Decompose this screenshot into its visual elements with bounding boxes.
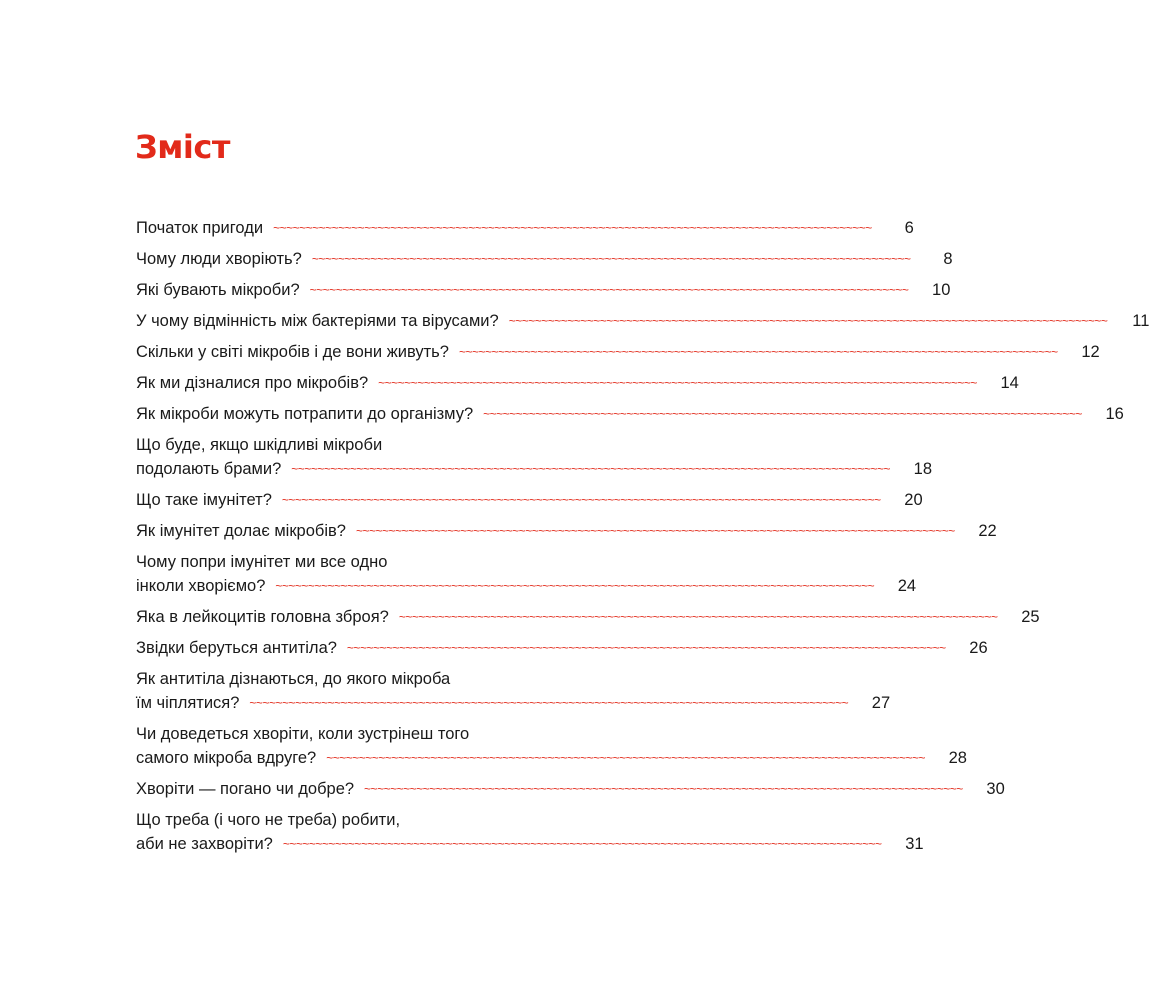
toc-entry-title: Як імунітет долає мікробів? [136, 522, 346, 540]
toc-entry[interactable] [136, 278, 951, 303]
toc-entry[interactable] [136, 340, 1100, 365]
toc-page-number: 28 [948, 749, 967, 767]
dot-leader: ~~~~~~~~~~~~~~~~~~~~~~~~~~~~~~~~~~~~~~~~~~~~~~~~~~~~~~~~~~~~~~~~~~~~~~~~~~~~~~~~~~~~~~~~~~~~ [249, 696, 849, 710]
toc-page-number: 12 [1081, 343, 1100, 361]
toc-page-number: 25 [1021, 608, 1040, 626]
dot-leader: ~~~~~~~~~~~~~~~~~~~~~~~~~~~~~~~~~~~~~~~~~~~~~~~~~~~~~~~~~~~~~~~~~~~~~~~~~~~~~~~~~~~~~~~~~~~~ [364, 782, 963, 796]
dot-leader: ~~~~~~~~~~~~~~~~~~~~~~~~~~~~~~~~~~~~~~~~~~~~~~~~~~~~~~~~~~~~~~~~~~~~~~~~~~~~~~~~~~~~~~~~~~~~ [458, 345, 1058, 359]
toc-page-number: 10 [932, 281, 951, 299]
toc-page-number: 30 [986, 780, 1005, 798]
toc-entry[interactable] [136, 808, 924, 857]
toc-entry-title: аби не захворіти? [136, 835, 273, 853]
toc-entry[interactable] [136, 433, 933, 482]
toc-entry-title: Що таке імунітет? [136, 491, 272, 509]
toc-entry[interactable] [136, 519, 997, 544]
toc-entry-title-line: Чому попри імунітет ми все одно [136, 553, 388, 571]
toc-entry-title: Яка в лейкоцитів головна зброя? [136, 608, 389, 626]
toc-page-number: 16 [1105, 405, 1124, 423]
table-of-contents [136, 216, 1149, 863]
toc-entry-title-line: Що треба (і чого не треба) робити, [136, 811, 401, 829]
dot-leader: ~~~~~~~~~~~~~~~~~~~~~~~~~~~~~~~~~~~~~~~~~~~~~~~~~~~~~~~~~~~~~~~~~~~~~~~~~~~~~~~~~~~~~~~~~~~~ [273, 221, 872, 235]
toc-entry-title: Звідки беруться антитіла? [136, 639, 337, 657]
dot-leader: ~~~~~~~~~~~~~~~~~~~~~~~~~~~~~~~~~~~~~~~~~~~~~~~~~~~~~~~~~~~~~~~~~~~~~~~~~~~~~~~~~~~~~~~~~~~~ [311, 252, 911, 266]
toc-entry-title: Хворіти — погано чи добре? [136, 780, 355, 798]
toc-page-number: 27 [871, 694, 891, 712]
toc-entry-title: Скільки у світі мікробів і де вони живуть? [136, 343, 449, 361]
toc-entry-title-line: Чи доведеться хворіти, коли зустрінеш того [136, 725, 470, 743]
toc-entry-title: Як мікроби можуть потрапити до організму? [136, 405, 474, 423]
toc-entry[interactable] [136, 309, 1149, 334]
toc-entry-title-line: Як антитіла дізнаються, до якого мікроба [136, 670, 451, 688]
dot-leader: ~~~~~~~~~~~~~~~~~~~~~~~~~~~~~~~~~~~~~~~~~~~~~~~~~~~~~~~~~~~~~~~~~~~~~~~~~~~~~~~~~~~~~~~~~~~~ [291, 462, 891, 476]
toc-page-number: 14 [1000, 374, 1019, 392]
toc-page-number: 20 [904, 491, 923, 509]
toc-entry[interactable] [136, 777, 1005, 802]
toc-entry-title: Початок пригоди [136, 219, 264, 237]
dot-leader: ~~~~~~~~~~~~~~~~~~~~~~~~~~~~~~~~~~~~~~~~~~~~~~~~~~~~~~~~~~~~~~~~~~~~~~~~~~~~~~~~~~~~~~~~~~~~ [346, 641, 946, 655]
toc-entry-title: їм чіплятися? [136, 694, 240, 712]
toc-page-number: 6 [904, 219, 914, 237]
toc-entry[interactable] [136, 636, 988, 661]
dot-leader: ~~~~~~~~~~~~~~~~~~~~~~~~~~~~~~~~~~~~~~~~~~~~~~~~~~~~~~~~~~~~~~~~~~~~~~~~~~~~~~~~~~~~~~~~~~~~ [508, 314, 1108, 328]
dot-leader: ~~~~~~~~~~~~~~~~~~~~~~~~~~~~~~~~~~~~~~~~~~~~~~~~~~~~~~~~~~~~~~~~~~~~~~~~~~~~~~~~~~~~~~~~~~~~ [355, 524, 955, 538]
toc-entry[interactable] [136, 371, 1019, 396]
dot-leader: ~~~~~~~~~~~~~~~~~~~~~~~~~~~~~~~~~~~~~~~~~~~~~~~~~~~~~~~~~~~~~~~~~~~~~~~~~~~~~~~~~~~~~~~~~~~~ [281, 493, 881, 507]
dot-leader: ~~~~~~~~~~~~~~~~~~~~~~~~~~~~~~~~~~~~~~~~~~~~~~~~~~~~~~~~~~~~~~~~~~~~~~~~~~~~~~~~~~~~~~~~~~~~ [275, 579, 875, 593]
toc-entry-title: Чому люди хворіють? [136, 250, 302, 268]
page-title: Зміст [135, 128, 230, 166]
toc-entry-title: Які бувають мікроби? [136, 281, 300, 299]
toc-entry-title: інколи хворіємо? [136, 577, 266, 595]
toc-entry[interactable] [136, 722, 967, 771]
toc-entry-title: Як ми дізналися про мікробів? [136, 374, 369, 392]
toc-entry[interactable] [136, 667, 891, 716]
toc-entry[interactable] [136, 402, 1124, 427]
dot-leader: ~~~~~~~~~~~~~~~~~~~~~~~~~~~~~~~~~~~~~~~~~~~~~~~~~~~~~~~~~~~~~~~~~~~~~~~~~~~~~~~~~~~~~~~~~~~~ [378, 376, 977, 390]
toc-entry-title-line: Що буде, якщо шкідливі мікроби [136, 436, 383, 454]
toc-page-number: 24 [897, 577, 917, 595]
toc-entry[interactable] [136, 605, 1040, 630]
toc-page-number: 31 [905, 835, 924, 853]
toc-page-number: 11 [1132, 312, 1149, 330]
dot-leader: ~~~~~~~~~~~~~~~~~~~~~~~~~~~~~~~~~~~~~~~~~~~~~~~~~~~~~~~~~~~~~~~~~~~~~~~~~~~~~~~~~~~~~~~~~~~~ [326, 751, 925, 765]
toc-entry[interactable] [136, 216, 914, 241]
dot-leader: ~~~~~~~~~~~~~~~~~~~~~~~~~~~~~~~~~~~~~~~~~~~~~~~~~~~~~~~~~~~~~~~~~~~~~~~~~~~~~~~~~~~~~~~~~~~~ [282, 837, 882, 851]
dot-leader: ~~~~~~~~~~~~~~~~~~~~~~~~~~~~~~~~~~~~~~~~~~~~~~~~~~~~~~~~~~~~~~~~~~~~~~~~~~~~~~~~~~~~~~~~~~~~ [483, 407, 1082, 421]
toc-entry-title: подолають брами? [136, 460, 282, 478]
toc-entry[interactable] [136, 247, 953, 272]
toc-page-number: 18 [913, 460, 933, 478]
dot-leader: ~~~~~~~~~~~~~~~~~~~~~~~~~~~~~~~~~~~~~~~~~~~~~~~~~~~~~~~~~~~~~~~~~~~~~~~~~~~~~~~~~~~~~~~~~~~~ [309, 283, 909, 297]
toc-page-number: 26 [969, 639, 988, 657]
toc-entry-title: У чому відмінність між бактеріями та вірусами? [136, 312, 499, 330]
toc-entry-title: самого мікроба вдруге? [136, 749, 317, 767]
toc-page-number: 22 [978, 522, 997, 540]
toc-page-number: 8 [943, 250, 953, 268]
dot-leader: ~~~~~~~~~~~~~~~~~~~~~~~~~~~~~~~~~~~~~~~~~~~~~~~~~~~~~~~~~~~~~~~~~~~~~~~~~~~~~~~~~~~~~~~~~~~~ [398, 610, 998, 624]
toc-entry[interactable] [136, 488, 923, 513]
toc-entry[interactable] [136, 550, 917, 599]
